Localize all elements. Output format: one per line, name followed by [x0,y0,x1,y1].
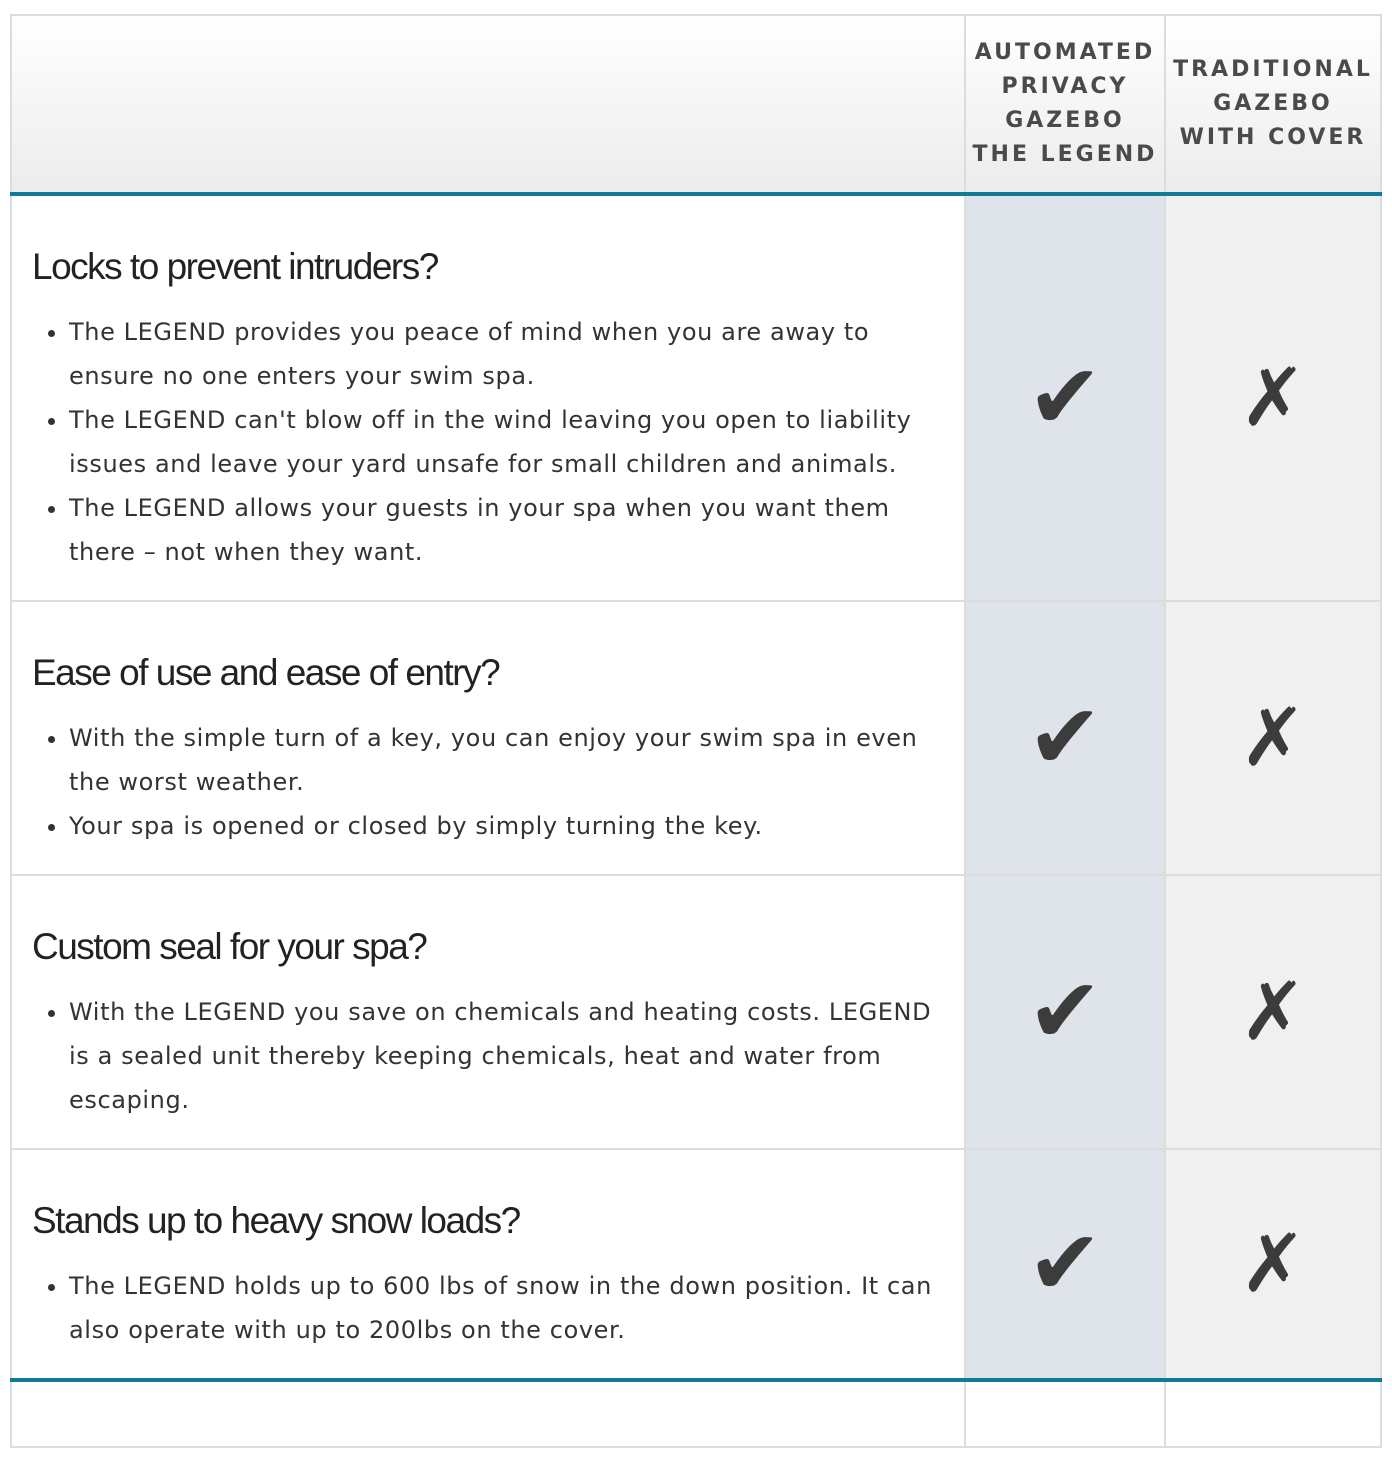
cross-icon: ✗ [1239,1217,1307,1310]
comparison-table-container [10,14,1380,1448]
feature-row-seal [11,875,1381,1149]
feature-header-cell [11,15,965,194]
traditional-cell [1165,875,1381,1149]
feature-bullet: • The LEGEND can't blow off in the wind leaving you open to liability issues and leave your yard unsafe for small children and animals. [69,398,946,486]
traditional-cell [1165,194,1381,601]
traditional-column-header [1165,15,1381,194]
legend-header-line: THE LEGEND [972,142,1158,167]
feature-bullet: • With the simple turn of a key, you can enjoy your swim spa in even the worst weather. [69,716,946,804]
legend-cell [965,194,1165,601]
footer-row [11,1380,1381,1447]
traditional-header-line: GAZEBO [1213,91,1333,116]
feature-bullet: • The LEGEND provides you peace of mind when you are away to ensure no one enters your swim spa. [69,310,946,398]
check-icon: ✔ [1027,959,1103,1064]
check-icon: ✔ [1027,345,1103,450]
traditional-header-line: TRADITIONAL [1173,57,1373,82]
feature-bullet: • The LEGEND allows your guests in your spa when you want them there – not when they want. [69,486,946,574]
feature-bullet: • Your spa is opened or closed by simply turning the key. [69,804,946,848]
traditional-header-line: WITH COVER [1179,125,1367,150]
check-icon: ✔ [1027,685,1103,790]
legend-cell [965,875,1165,1149]
cross-icon: ✗ [1239,965,1307,1058]
check-icon: ✔ [1027,1211,1103,1316]
legend-column-header [965,15,1165,194]
feature-bullets [32,310,946,574]
feature-title: Locks to prevent intruders? [32,246,438,287]
feature-bullet: • With the LEGEND you save on chemicals and heating costs. LEGEND is a sealed unit thereby keeping chemicals, heat and water from escaping. [69,990,946,1122]
footer-cell [965,1380,1165,1447]
feature-cell [11,875,965,1149]
feature-bullets [32,716,946,848]
traditional-cell [1165,601,1381,875]
feature-cell [11,1149,965,1380]
feature-title: Ease of use and ease of entry? [32,652,500,693]
feature-row-locks [11,194,1381,601]
feature-bullets [32,1264,946,1352]
header-row [11,15,1381,194]
legend-header-line: PRIVACY [1001,74,1129,99]
footer-cell [1165,1380,1381,1447]
comparison-table [10,14,1382,1448]
feature-bullet: • The LEGEND holds up to 600 lbs of snow in the down position. It can also operate with up to 200lbs on the cover. [69,1264,946,1352]
legend-header-line: AUTOMATED [974,40,1156,65]
legend-cell [965,1149,1165,1380]
feature-bullets [32,990,946,1122]
feature-row-snow [11,1149,1381,1380]
feature-title: Custom seal for your spa? [32,926,427,967]
footer-cell [11,1380,965,1447]
cross-icon: ✗ [1239,351,1307,444]
legend-cell [965,601,1165,875]
feature-cell [11,194,965,601]
traditional-cell [1165,1149,1381,1380]
legend-header-line: GAZEBO [1005,108,1125,133]
feature-cell [11,601,965,875]
feature-title: Stands up to heavy snow loads? [32,1200,520,1241]
cross-icon: ✗ [1239,691,1307,784]
feature-row-ease [11,601,1381,875]
